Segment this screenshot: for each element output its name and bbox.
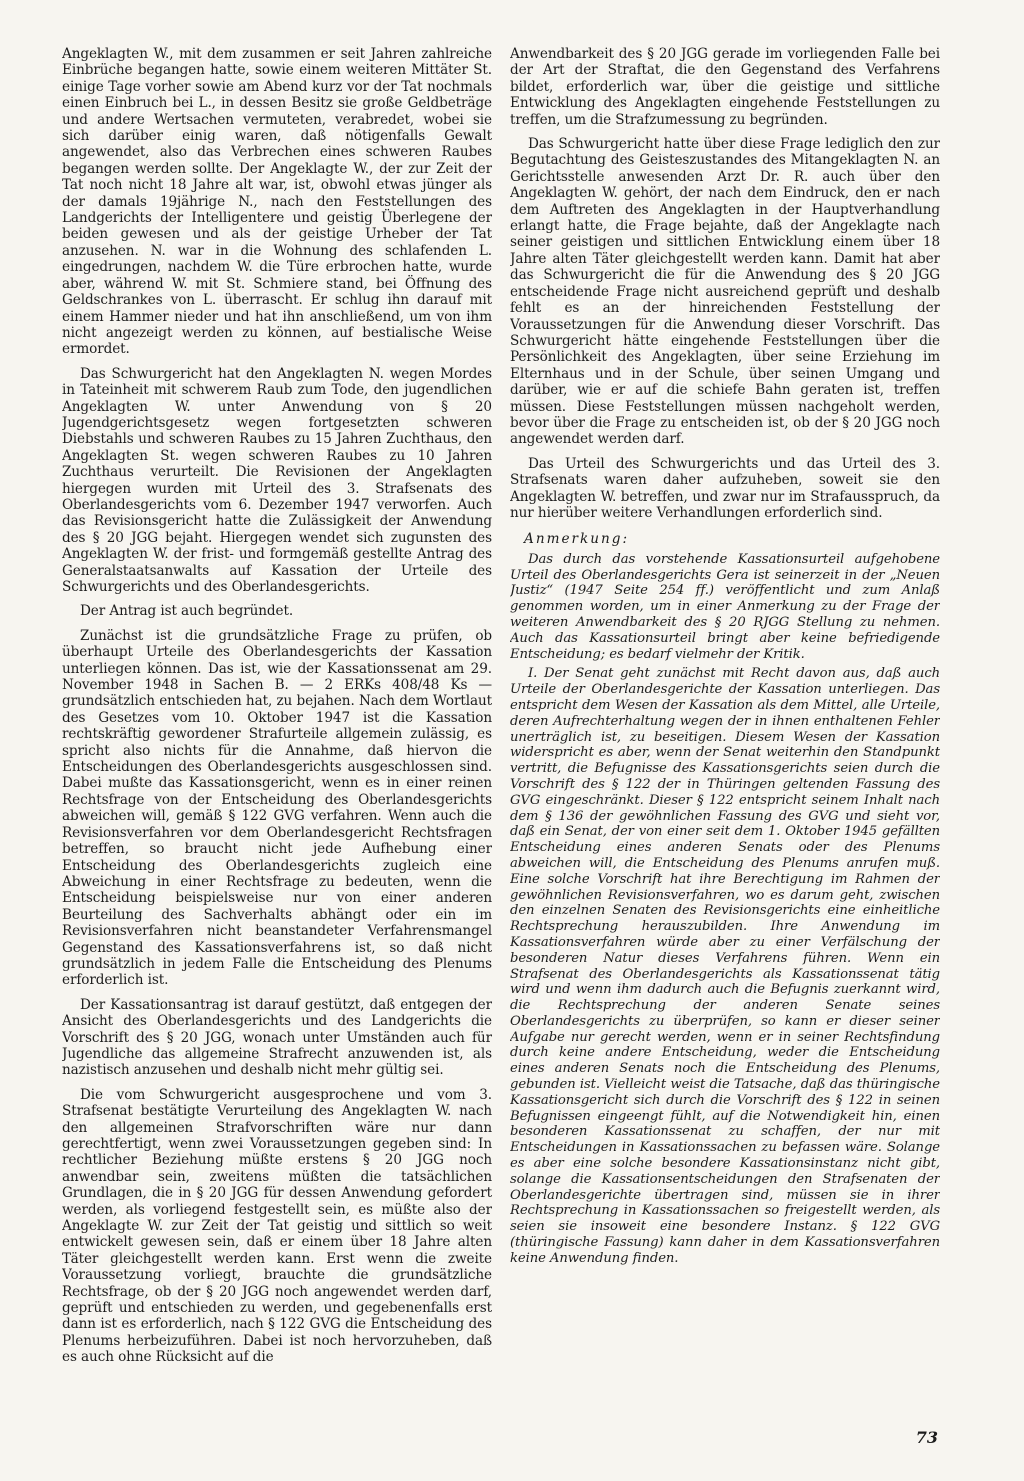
paragraph: Angeklagten W., mit dem zusammen er seit Jahren zahlreiche Einbrüche begangen hatte, sowie einem weiteren Mittäter St. einige Tage vorher sowie am Abend kurz vor der Tat nochmals einen Einbruch bei L., in dessen Besitz sie große Geldbeträge und andere Wertsachen vermuteten, verabredet, wobei sie sich darüber einig waren, daß nötigenfalls Gewalt angewendet, also das Verbrechen eines schweren Raubes begangen werden sollte. Der Angeklagte W., der zur Zeit der Tat noch nicht 18 Jahre alt war, ist, obwohl etwas jünger als der damals 19jährige N., nach den Feststellungen des Landgerichts der Intelligentere und geistig Überlegene der beiden gewesen und als der geistige Urheber der Tat anzusehen. N. war in die Wohnung des schlafenden L. eingedrungen, nachdem W. die Türe erbrochen hatte, wurde aber, während W. mit St. Schmiere stand, bei Öffnung des Geldschrankes von L. überrascht. Er schlug ihn darauf mit einem Hammer nieder und hat ihn anschließend, um von ihm nicht angezeigt werden zu können, auf bestialische Weise ermordet.	[62, 46, 492, 358]
left-column	[62, 46, 492, 1416]
paragraph: Das Schwurgericht hatte über diese Frage lediglich den zur Begutachtung des Geisteszustandes des Mitangeklagten N. an Gerichtsstelle anwesenden Arzt Dr. R. auch über den Angeklagten W. gehört, der nach dem Eindruck, den er nach dem Auftreten des Angeklagten in der Hauptverhandlung erlangt hatte, die Frage bejahte, daß der Angeklagte nach seiner geistigen und sittlichen Entwicklung einem über 18 Jahre alten Täter gleichgestellt werden kann. Damit hat aber das Schwurgericht die für die Anwendung des § 20 JGG entscheidende Frage nicht ausreichend geprüft und deshalb fehlt es an der hinreichenden Feststellung der Voraussetzungen für die Anwendung dieser Vorschrift. Das Schwurgericht hätte eingehende Feststellungen über die Persönlichkeit des Angeklagten, über seine Erziehung im Elternhaus und in der Schule, über seinen Umgang und darüber, wie er auf die schiefe Bahn geraten ist, treffen müssen. Diese Feststellungen müssen nachgeholt werden, bevor über die Frage zu entscheiden ist, ob der § 20 JGG noch angewendet werden darf.	[510, 136, 940, 448]
right-column	[510, 46, 940, 1416]
note-heading: Anmerkung:	[524, 531, 630, 548]
paragraph: Der Antrag ist auch begründet.	[80, 603, 294, 620]
paragraph: Das Urteil des Schwurgerichts und das Urteil des 3. Strafsenats waren daher aufzuheben, soweit sie den Angeklagten W. betreffen, und zwar nur im Strafausspruch, da nur hierüber weitere Verhandlungen erforderlich sind.	[510, 455, 940, 521]
note-section	[510, 552, 940, 1267]
page-number: 73	[915, 1428, 938, 1447]
paragraph: Anwendbarkeit des § 20 JGG gerade im vorliegenden Falle bei der Art der Straftat, die den Gegenstand des Verfahrens bildet, erforderlich war, über die geistige und sittliche Entwicklung des Angeklagten eingehende Feststellungen zu treffen, um die Strafzumessung zu begründen.	[510, 46, 940, 128]
paragraph: Die vom Schwurgericht ausgesprochene und vom 3. Strafsenat bestätigte Verurteilung des Angeklagten W. nach den allgemeinen Strafvorschriften wäre nur dann gerechtfertigt, wenn zwei Voraussetzungen gegeben sind: In rechtlicher Beziehung müßte erstens § 20 JGG noch anwendbar sein, zweitens müßten die tatsächlichen Grundlagen, die in § 20 JGG für dessen Anwendung gefordert werden, als vorliegend festgestellt sein, es müßte also der Angeklagte W. zur Zeit der Tat geistig und sittlich so weit entwickelt gewesen sein, daß er einem über 18 Jahre alten Täter gleichgestellt werden kann. Erst wenn die zweite Voraussetzung vorliegt, brauchte die grundsätzliche Rechtsfrage, ob der § 20 JGG noch angewendet werden darf, geprüft und entschieden zu werden, und gegebenenfalls erst dann ist es erforderlich, nach § 122 GVG die Entscheidung des Plenums herbeizuführen. Dabei ist noch hervorzuheben, daß es auch ohne Rücksicht auf die	[62, 1086, 492, 1366]
paragraph: Zunächst ist die grundsätzliche Frage zu prüfen, ob überhaupt Urteile des Oberlandesgerichts der Kassation unterliegen können. Das ist, wie der Kassationssenat am 29. November 1948 in Sachen B. — 2 ERKs 408/48 Ks — grundsätzlich entschieden hat, zu bejahen. Nach dem Wortlaut des Gesetzes vom 10. Oktober 1947 ist die Kassation rechtskräftig gewordener Strafurteile allgemein zulässig, es spricht also nichts für die Annahme, daß hiervon die Entscheidungen des Oberlandesgerichts ausgeschlossen sind. Dabei mußte das Kassationsgericht, wenn es in einer reinen Rechtsfrage von der Entscheidung des Oberlandesgerichts abweichen will, gemäß § 122 GVG verfahren. Wenn auch die Revisionsverfahren vor dem Oberlandesgericht Rechtsfragen betreffen, so braucht nicht jede Aufhebung einer Entscheidung des Oberlandesgerichts zugleich eine Abweichung in einer Rechtsfrage zu bedeuten, wenn die Entscheidung beispielsweise nur von einer anderen Beurteilung des Sachverhalts abhängt oder ein im Revisionsverfahren nicht beanstandeter Verfahrensmangel Gegenstand des Kassationsverfahrens ist, so daß nicht grundsätzlich in jedem Falle die Entscheidung des Plenums erforderlich ist.	[62, 627, 492, 989]
note-paragraph: I. Der Senat geht zunächst mit Recht davon aus, daß auch Urteile der Oberlandesgerichte der Kassation unterliegen. Das entspricht dem Wesen der Kassation als dem Mittel, alle Urteile, deren Aufrechterhaltung wegen der in ihnen enthaltenen Fehler unerträglich ist, zu beseitigen. Diesem Wesen der Kassation widerspricht es aber, wenn der Senat weiterhin den Standpunkt vertritt, die Befugnisse des Kassationsgerichts seien durch die Vorschrift des § 122 der in Thüringen geltenden Fassung des GVG eingeschränkt. Dieser § 122 entspricht seinem Inhalt nach dem § 136 der gewöhnlichen Fassung des GVG und sieht vor, daß ein Senat, der von einer seit dem 1. Oktober 1945 gefällten Entscheidung eines anderen Senats oder des Plenums abweichen will, die Entscheidung des Plenums anrufen muß. Eine solche Vorschrift hat ihre Berechtigung im Rahmen der gewöhnlichen Revisionsverfahren, wo es darum geht, zwischen den einzelnen Senaten des Revisionsgerichts eine einheitliche Rechtsprechung herauszubilden. Ihre Anwendung im Kassationsverfahren würde aber zu einer Verfälschung der besonderen Natur dieses Verfahrens führen. Wenn ein Strafsenat des Oberlandesgerichts als Kassationssenat tätig wird und wenn ihm dadurch auch die Befugnis zuerkannt wird, die Rechtsprechung der anderen Senate seines Oberlandesgerichts zu überprüfen, so kann er dieser seiner Aufgabe nur gerecht werden, wenn er in seiner Rechtsfindung durch keine andere Entscheidung, weder die Entscheidung eines anderen Senats noch die Entscheidung des Plenums, gebunden ist. Vielleicht weist die Tatsache, daß das thüringische Kassationsgericht sich durch die Vorschrift des § 122 in seinen Befugnissen eingeengt fühlt, auf die Notwendigkeit hin, einen besonderen Kassationssenat zu schaffen, der nur mit Entscheidungen in Kassationssachen zu befassen wäre. Solange es aber eine solche besondere Kassationsinstanz nicht gibt, solange die Kassationsentscheidungen den Strafsenaten der Oberlandesgerichte übertragen sind, müssen sie in ihrer Rechtsprechung in Kassationssachen so freigestellt werden, als seien sie insoweit eine besondere Instanz. § 122 GVG (thüringische Fassung) kann daher in dem Kassationsverfahren keine Anwendung finden.	[510, 666, 940, 1266]
document-page	[62, 46, 948, 1446]
paragraph: Das Schwurgericht hat den Angeklagten N. wegen Mordes in Tateinheit mit schwerem Raub zum Tode, den jugendlichen Angeklagten W. unter Anwendung von § 20 Jugendgerichtsgesetz wegen fortgesetzten schweren Diebstahls und schweren Raubes zu 15 Jahren Zuchthaus, den Angeklagten St. wegen schweren Raubes zu 10 Jahren Zuchthaus verurteilt. Die Revisionen der Angeklagten hiergegen wurden mit Urteil des 3. Strafsenats des Oberlandesgerichts vom 6. Dezember 1947 verworfen. Auch das Revisionsgericht hatte die Zulässigkeit der Anwendung des § 20 JGG bejaht. Hiergegen wendet sich zugunsten des Angeklagten W. der frist- und formgemäß gestellte Antrag des Generalstaatsanwalts auf Kassation der Urteile des Schwurgerichts und des Oberlandesgerichts.	[62, 365, 492, 595]
paragraph: Der Kassationsantrag ist darauf gestützt, daß entgegen der Ansicht des Oberlandesgerichts und des Landgerichts die Vorschrift des § 20 JGG, wonach unter Umständen auch für Jugendliche das allgemeine Strafrecht anzuwenden ist, als nazistisch anzusehen und deshalb nicht mehr gültig sei.	[62, 996, 492, 1079]
note-paragraph: Das durch das vorstehende Kassationsurteil aufgehobene Urteil des Oberlandesgerichts Gera ist seinerzeit in der „Neuen Justiz“ (1947 Seite 254 ff.) veröffentlicht und zum Anlaß genommen worden, um in einer Anmerkung zu der Frage der weiteren Anwendbarkeit des § 20 RJGG Stellung zu nehmen. Auch das Kassationsurteil bringt aber keine befriedigende Entscheidung; es bedarf vielmehr der Kritik.	[510, 551, 940, 662]
